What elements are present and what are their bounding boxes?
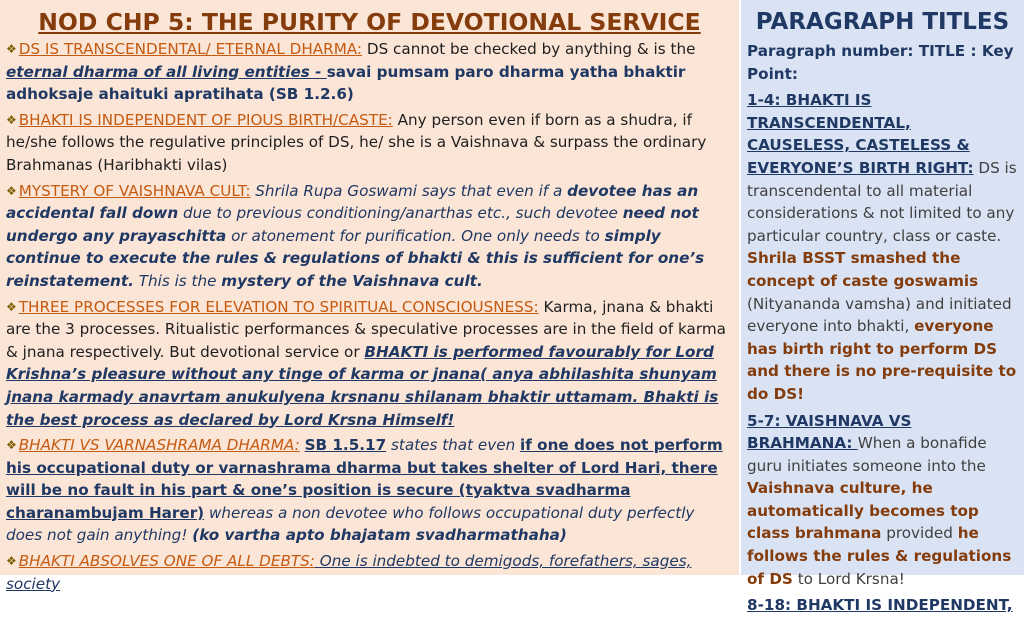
paragraph-heading: THREE PROCESSES FOR ELEVATION TO SPIRITUAL CONSCIOUSNESS:: [18, 297, 539, 316]
right-panel: [741, 0, 1024, 615]
paragraph-ds-transcendental: ❖ DS IS TRANSCENDENTAL/ ETERNAL DHARMA: DS cannot be checked by anything & is the eternal dharma of all living entities - savai pumsam paro dharma yatha bhaktir adhoksaje ahaituki apratihata (SB 1.2.6): [6, 40, 696, 104]
paragraph-mystery-vaishnava: ❖ MYSTERY OF VAISHNAVA CULT: Shrila Rupa Goswami says that even if a devotee has an accidental fall down due to previous conditioning/anarthas etc., such devotee need not undergo any prayaschitta or atonement for purification. One only needs to simply continue to execute the rules & regulations of bhakti & this is sufficient for one’s reinstatement. This is the mystery of the Vaishnava cult.: [6, 181, 705, 290]
title-section-8-18: 8-18: BHAKTI IS INDEPENDENT,: [747, 596, 1013, 615]
paragraph-heading: DS IS TRANSCENDENTAL/ ETERNAL DHARMA:: [18, 40, 363, 58]
diamond-bullet-icon: ❖: [6, 112, 17, 127]
diamond-bullet-icon: ❖: [6, 438, 17, 453]
diamond-bullet-icon: ❖: [6, 183, 17, 198]
diamond-bullet-icon: ❖: [6, 42, 17, 56]
paragraph-heading: BHAKTI IS INDEPENDENT OF PIOUS BIRTH/CASTE:: [18, 110, 393, 129]
title-section-1-4: 1-4: BHAKTI IS TRANSCENDENTAL, CAUSELESS, CASTELESS & EVERYONE’S BIRTH RIGHT: DS is transcendental to all material considerations & not limited to any particular country, class or caste. Shrila BSST smashed the concept of caste goswamis (Nityananda vamsha) and initiated everyone into bhakti, everyone has birth right to perform DS and there is no pre-requisite to do DS!: [747, 91, 1017, 403]
diamond-bullet-icon: ❖: [6, 554, 17, 569]
paragraph-titles-heading: PARAGRAPH TITLES: [755, 9, 1010, 35]
paragraph-heading: BHAKTI VS VARNASHRAMA DHARMA:: [18, 436, 300, 455]
titles-intro: Paragraph number: TITLE : Key Point:: [747, 42, 1014, 83]
title-section-5-7: 5-7: VAISHNAVA VS BRAHMANA: When a bonafide guru initiates someone into the Vaishnava culture, he automatically becomes top class brahmana provided he follows the rules & regulations of DS to Lord Krsna!: [747, 411, 1012, 588]
paragraph-bhakti-vs-varnashrama: ❖ BHAKTI VS VARNASHRAMA DHARMA: SB 1.5.17 states that even if one does not perform his occupational duty or varnashrama dharma but takes shelter of Lord Hari, there will be no fault in his part & one’s position is secure (tyaktva svadharma charanambujam Harer) whereas a non devotee who follows occupational duty perfectly does not gain anything! (ko vartha apto bhajatam svadharmathaha): [6, 436, 723, 545]
paragraph-bhakti-independent: ❖ BHAKTI IS INDEPENDENT OF PIOUS BIRTH/CASTE: Any person even if born as a shudra, if he/she follows the regulative principles of DS, he/ she is a Vaishnava & surpass the ordinary Brahmanas (Haribhakti vilas): [6, 110, 707, 174]
paragraph-heading: MYSTERY OF VAISHNAVA CULT:: [18, 181, 251, 200]
paragraph-bhakti-absolves-debts: ❖ BHAKTI ABSOLVES ONE OF ALL DEBTS: One is indebted to demigods, forefathers, sages, society: [6, 552, 692, 593]
paragraph-heading: BHAKTI ABSOLVES ONE OF ALL DEBTS:: [18, 552, 315, 571]
slide-title: NOD CHP 5: THE PURITY OF DEVOTIONAL SERVICE: [38, 8, 701, 36]
diamond-bullet-icon: ❖: [6, 299, 17, 314]
paragraph-three-processes: ❖ THREE PROCESSES FOR ELEVATION TO SPIRITUAL CONSCIOUSNESS: Karma, jnana & bhakti are the 3 processes. Ritualistic performances & speculative processes are in the field of karma & jnana respectively. But devotional service or BHAKTI is performed favourably for Lord Krishna’s pleasure without any tinge of karma or jnana( anya abhilashita shunyam jnana karmady anavrtam anukulyena krsnanu shilanam bhaktir uttamam. Bhakti is the best process as declared by Lord Krsna Himself!: [6, 297, 726, 429]
